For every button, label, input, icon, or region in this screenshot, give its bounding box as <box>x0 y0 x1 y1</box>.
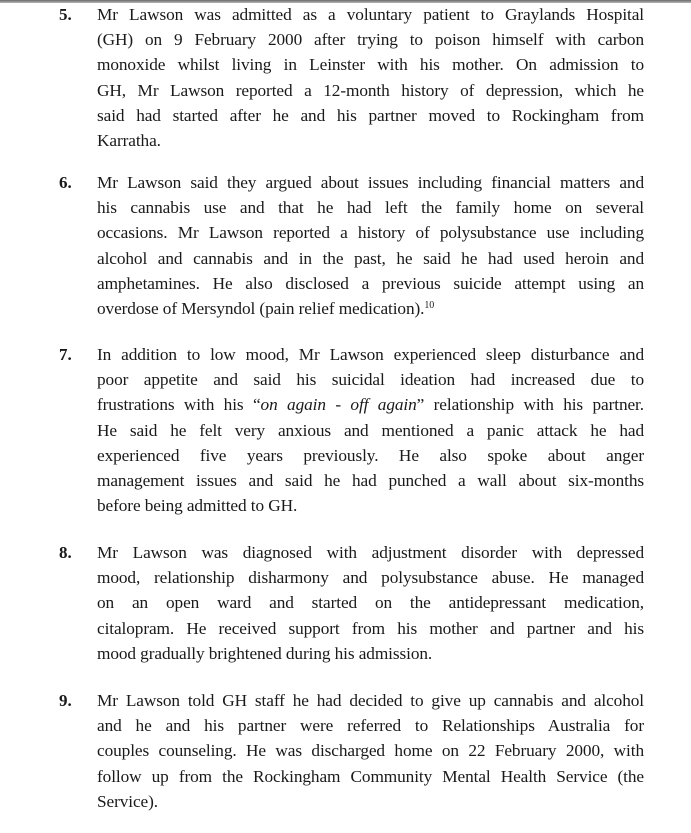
paragraph-text <box>97 2 644 153</box>
text-line: occasions. Mr Lawson reported a history of polysubstance use including <box>97 223 644 243</box>
paragraph-number: 7. <box>59 345 72 364</box>
text-line: amphetamines. He also disclosed a previous suicide attempt using an <box>97 273 644 293</box>
text-line: poor appetite and said his suicidal ideation had increased due to <box>97 370 644 390</box>
footnote-reference[interactable]: 10 <box>424 299 435 311</box>
text-line-content: frustrations with his <box>97 395 253 415</box>
text-line: He said he felt very anxious and mentioned a panic attack he had <box>97 420 644 440</box>
text-line <box>97 296 644 321</box>
paragraph-number: 6. <box>59 173 72 192</box>
text-line: on an open ward and started on the antidepressant medication, <box>97 593 644 613</box>
paragraph-text <box>97 540 644 666</box>
text-line: Mr Lawson told GH staff he had decided to give up cannabis and alcohol <box>97 691 644 710</box>
text-line: and he and his partner were referred to Relationships Australia for <box>97 716 644 736</box>
text-line: Mr Lawson was diagnosed with adjustment disorder with depressed <box>97 543 644 562</box>
text-line <box>97 392 644 417</box>
text-line: said had started after he and his partner moved to Rockingham from <box>97 105 644 125</box>
text-line: GH, Mr Lawson reported a 12-month history of depression, which he <box>97 80 644 100</box>
text-line: Service). <box>97 791 158 811</box>
text-line: Mr Lawson said they argued about issues including financial matters and <box>97 173 644 192</box>
text-line: In addition to low mood, Mr Lawson experienced sleep disturbance and <box>97 345 644 364</box>
text-line-content: overdose of Mersyndol (pain relief medication). <box>97 298 425 318</box>
paragraph-text <box>97 342 644 518</box>
text-line: before being admitted to GH. <box>97 496 298 516</box>
text-line: mood, relationship disharmony and polysubstance abuse. He managed <box>97 568 644 588</box>
quote-open: “ <box>252 395 261 415</box>
text-line: management issues and said he had punched a wall about six-months <box>97 470 644 490</box>
paragraph-text <box>97 688 644 814</box>
text-line: Mr Lawson was admitted as a voluntary patient to Graylands Hospital <box>97 5 644 24</box>
text-line: his cannabis use and that he had left the family home on several <box>97 198 644 218</box>
text-line: monoxide whilst living in Leinster with his mother. On admission to <box>97 55 644 75</box>
paragraph-number: 8. <box>59 543 72 562</box>
text-line: (GH) on 9 February 2000 after trying to poison himself with carbon <box>97 30 644 50</box>
text-line: citalopram. He received support from his mother and partner and his <box>97 618 644 638</box>
paragraph-number: 5. <box>59 5 72 24</box>
paragraph-number: 9. <box>59 691 72 710</box>
text-line: follow up from the Rockingham Community Mental Health Service (the <box>97 766 644 786</box>
text-line-rest: relationship with his partner. <box>424 395 644 415</box>
text-line: experienced five years previously. He also spoke about anger <box>97 445 644 465</box>
italic-quote: on again - off again <box>260 395 417 415</box>
text-line: mood gradually brightened during his admission. <box>97 643 433 663</box>
text-line: alcohol and cannabis and in the past, he said he had used heroin and <box>97 248 644 268</box>
text-line: couples counseling. He was discharged home on 22 February 2000, with <box>97 741 644 761</box>
text-line: Karratha. <box>97 130 161 150</box>
paragraph-text <box>97 170 644 321</box>
quote-close: ” <box>416 395 425 415</box>
